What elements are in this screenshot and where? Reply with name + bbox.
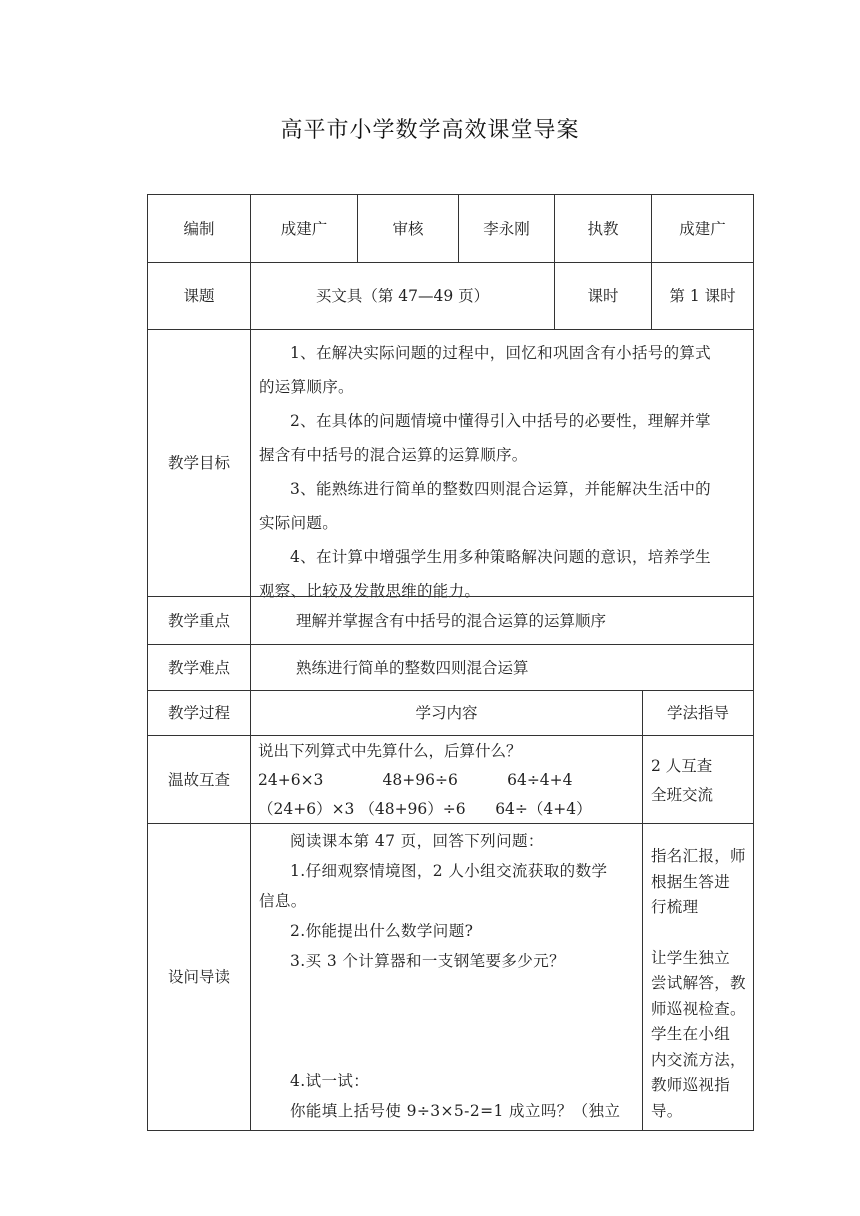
goals-content xyxy=(250,329,754,600)
topic-label xyxy=(147,262,251,330)
guide-b-3: 师巡视检查。 xyxy=(651,999,746,1018)
reading-q2: 2.你能提出什么数学问题? xyxy=(290,922,474,940)
guide-header xyxy=(642,690,754,736)
reading-q1: 1.仔细观察情境图，2 人小组交流获取的数学 xyxy=(290,862,608,880)
editor-value-text: 成建广 xyxy=(280,219,328,238)
guide-a-1: 指名汇报，师 xyxy=(651,847,746,865)
goal-4: 4、在计算中增强学生用多种策略解决问题的意识，培养学生 xyxy=(290,548,711,566)
reading-q4-cont: 你能填上括号使 9÷3×5-2=1 成立吗？（独立 xyxy=(290,1102,621,1120)
answer-space xyxy=(259,976,634,1066)
period-label-text: 课时 xyxy=(587,287,619,305)
reviewer-label-text: 审核 xyxy=(392,219,424,238)
goal-4-cont: 观察、比较及发散思维的能力。 xyxy=(259,582,481,600)
period-label xyxy=(554,262,652,330)
review-guide-2: 全班交流 xyxy=(651,786,714,804)
guide-b-1: 让学生独立 xyxy=(651,948,731,967)
editor-label xyxy=(147,194,251,263)
topic-label-text: 课题 xyxy=(183,287,215,305)
guide-b-5: 内交流方法， xyxy=(651,1050,746,1069)
review-expressions-1: 24+6×3 48+96÷6 64÷4+4 xyxy=(258,771,573,789)
reviewer-label xyxy=(357,194,459,263)
guided-reading-label-text: 设问导读 xyxy=(167,968,230,986)
teacher-label xyxy=(554,194,652,263)
reading-q4: 4.试一试： xyxy=(290,1072,370,1090)
guide-b-7: 导。 xyxy=(651,1101,683,1120)
goals-label-text: 教学目标 xyxy=(167,454,230,472)
difficulty-label xyxy=(147,644,251,691)
key-point-value xyxy=(250,596,754,645)
review-label-text: 温故互查 xyxy=(167,770,230,789)
page-title: 高平市小学数学高效课堂导案 xyxy=(280,118,580,143)
content-header-text: 学习内容 xyxy=(415,704,478,722)
reading-intro: 阅读课本第 47 页，回答下列问题： xyxy=(290,832,544,850)
review-guide-1: 2 人互查 xyxy=(651,757,713,775)
reviewer-value-text: 李永刚 xyxy=(483,219,530,238)
process-label xyxy=(147,690,251,736)
guided-reading-guide xyxy=(642,823,754,1131)
guided-reading-label xyxy=(147,823,251,1131)
process-label-text: 教学过程 xyxy=(167,704,230,722)
topic-value-text: 买文具（第 47—49 页） xyxy=(315,287,490,305)
guide-a-2: 根据生答进 xyxy=(651,872,731,891)
key-point-label-text: 教学重点 xyxy=(167,611,230,630)
review-label xyxy=(147,735,251,824)
goal-1-cont: 的运算顺序。 xyxy=(259,378,354,396)
review-guide xyxy=(642,735,754,824)
editor-label-text: 编制 xyxy=(183,219,215,238)
guide-gap xyxy=(651,921,747,946)
goal-1: 1、在解决实际问题的过程中，回忆和巩固含有小括号的算式 xyxy=(290,344,711,362)
teacher-value-text: 成建广 xyxy=(679,219,726,238)
guided-reading-content xyxy=(250,823,643,1131)
key-point-text: 理解并掌握含有中括号的混合运算的运算顺序 xyxy=(296,611,607,630)
review-expressions-2: （24+6）×3 （48+96）÷6 64÷（4+4） xyxy=(258,800,592,818)
review-content xyxy=(250,735,643,824)
reading-q1-cont: 信息。 xyxy=(259,892,307,910)
goal-2-cont: 握含有中括号的混合运算的运算顺序。 xyxy=(259,446,528,464)
key-point-label xyxy=(147,596,251,645)
teacher-label-text: 执教 xyxy=(587,219,619,238)
teacher-value xyxy=(651,194,754,263)
guide-b-4: 学生在小组 xyxy=(651,1025,731,1043)
goal-2: 2、在具体的问题情境中懂得引入中括号的必要性，理解并掌 xyxy=(290,412,711,430)
goals-label xyxy=(147,329,251,597)
difficulty-text: 熟练进行简单的整数四则混合运算 xyxy=(296,658,529,677)
difficulty-value xyxy=(250,644,754,691)
guide-header-text: 学法指导 xyxy=(666,704,729,722)
guide-a-3: 行梳理 xyxy=(651,898,699,916)
period-value-text: 第 1 课时 xyxy=(669,287,736,305)
content-header xyxy=(250,690,643,736)
review-question: 说出下列算式中先算什么，后算什么？ xyxy=(258,742,522,760)
difficulty-label-text: 教学难点 xyxy=(167,658,230,677)
guide-b-2: 尝试解答，教 xyxy=(651,974,746,992)
reviewer-value xyxy=(458,194,555,263)
topic-value xyxy=(250,262,555,330)
reading-q3: 3.买 3 个计算器和一支钢笔要多少元？ xyxy=(290,952,566,970)
period-value xyxy=(651,262,754,330)
goal-3: 3、能熟练进行简单的整数四则混合运算，并能解决生活中的 xyxy=(290,480,711,498)
guide-b-6: 教师巡视指 xyxy=(651,1076,731,1094)
goal-3-cont: 实际问题。 xyxy=(259,514,339,532)
editor-value xyxy=(250,194,358,263)
